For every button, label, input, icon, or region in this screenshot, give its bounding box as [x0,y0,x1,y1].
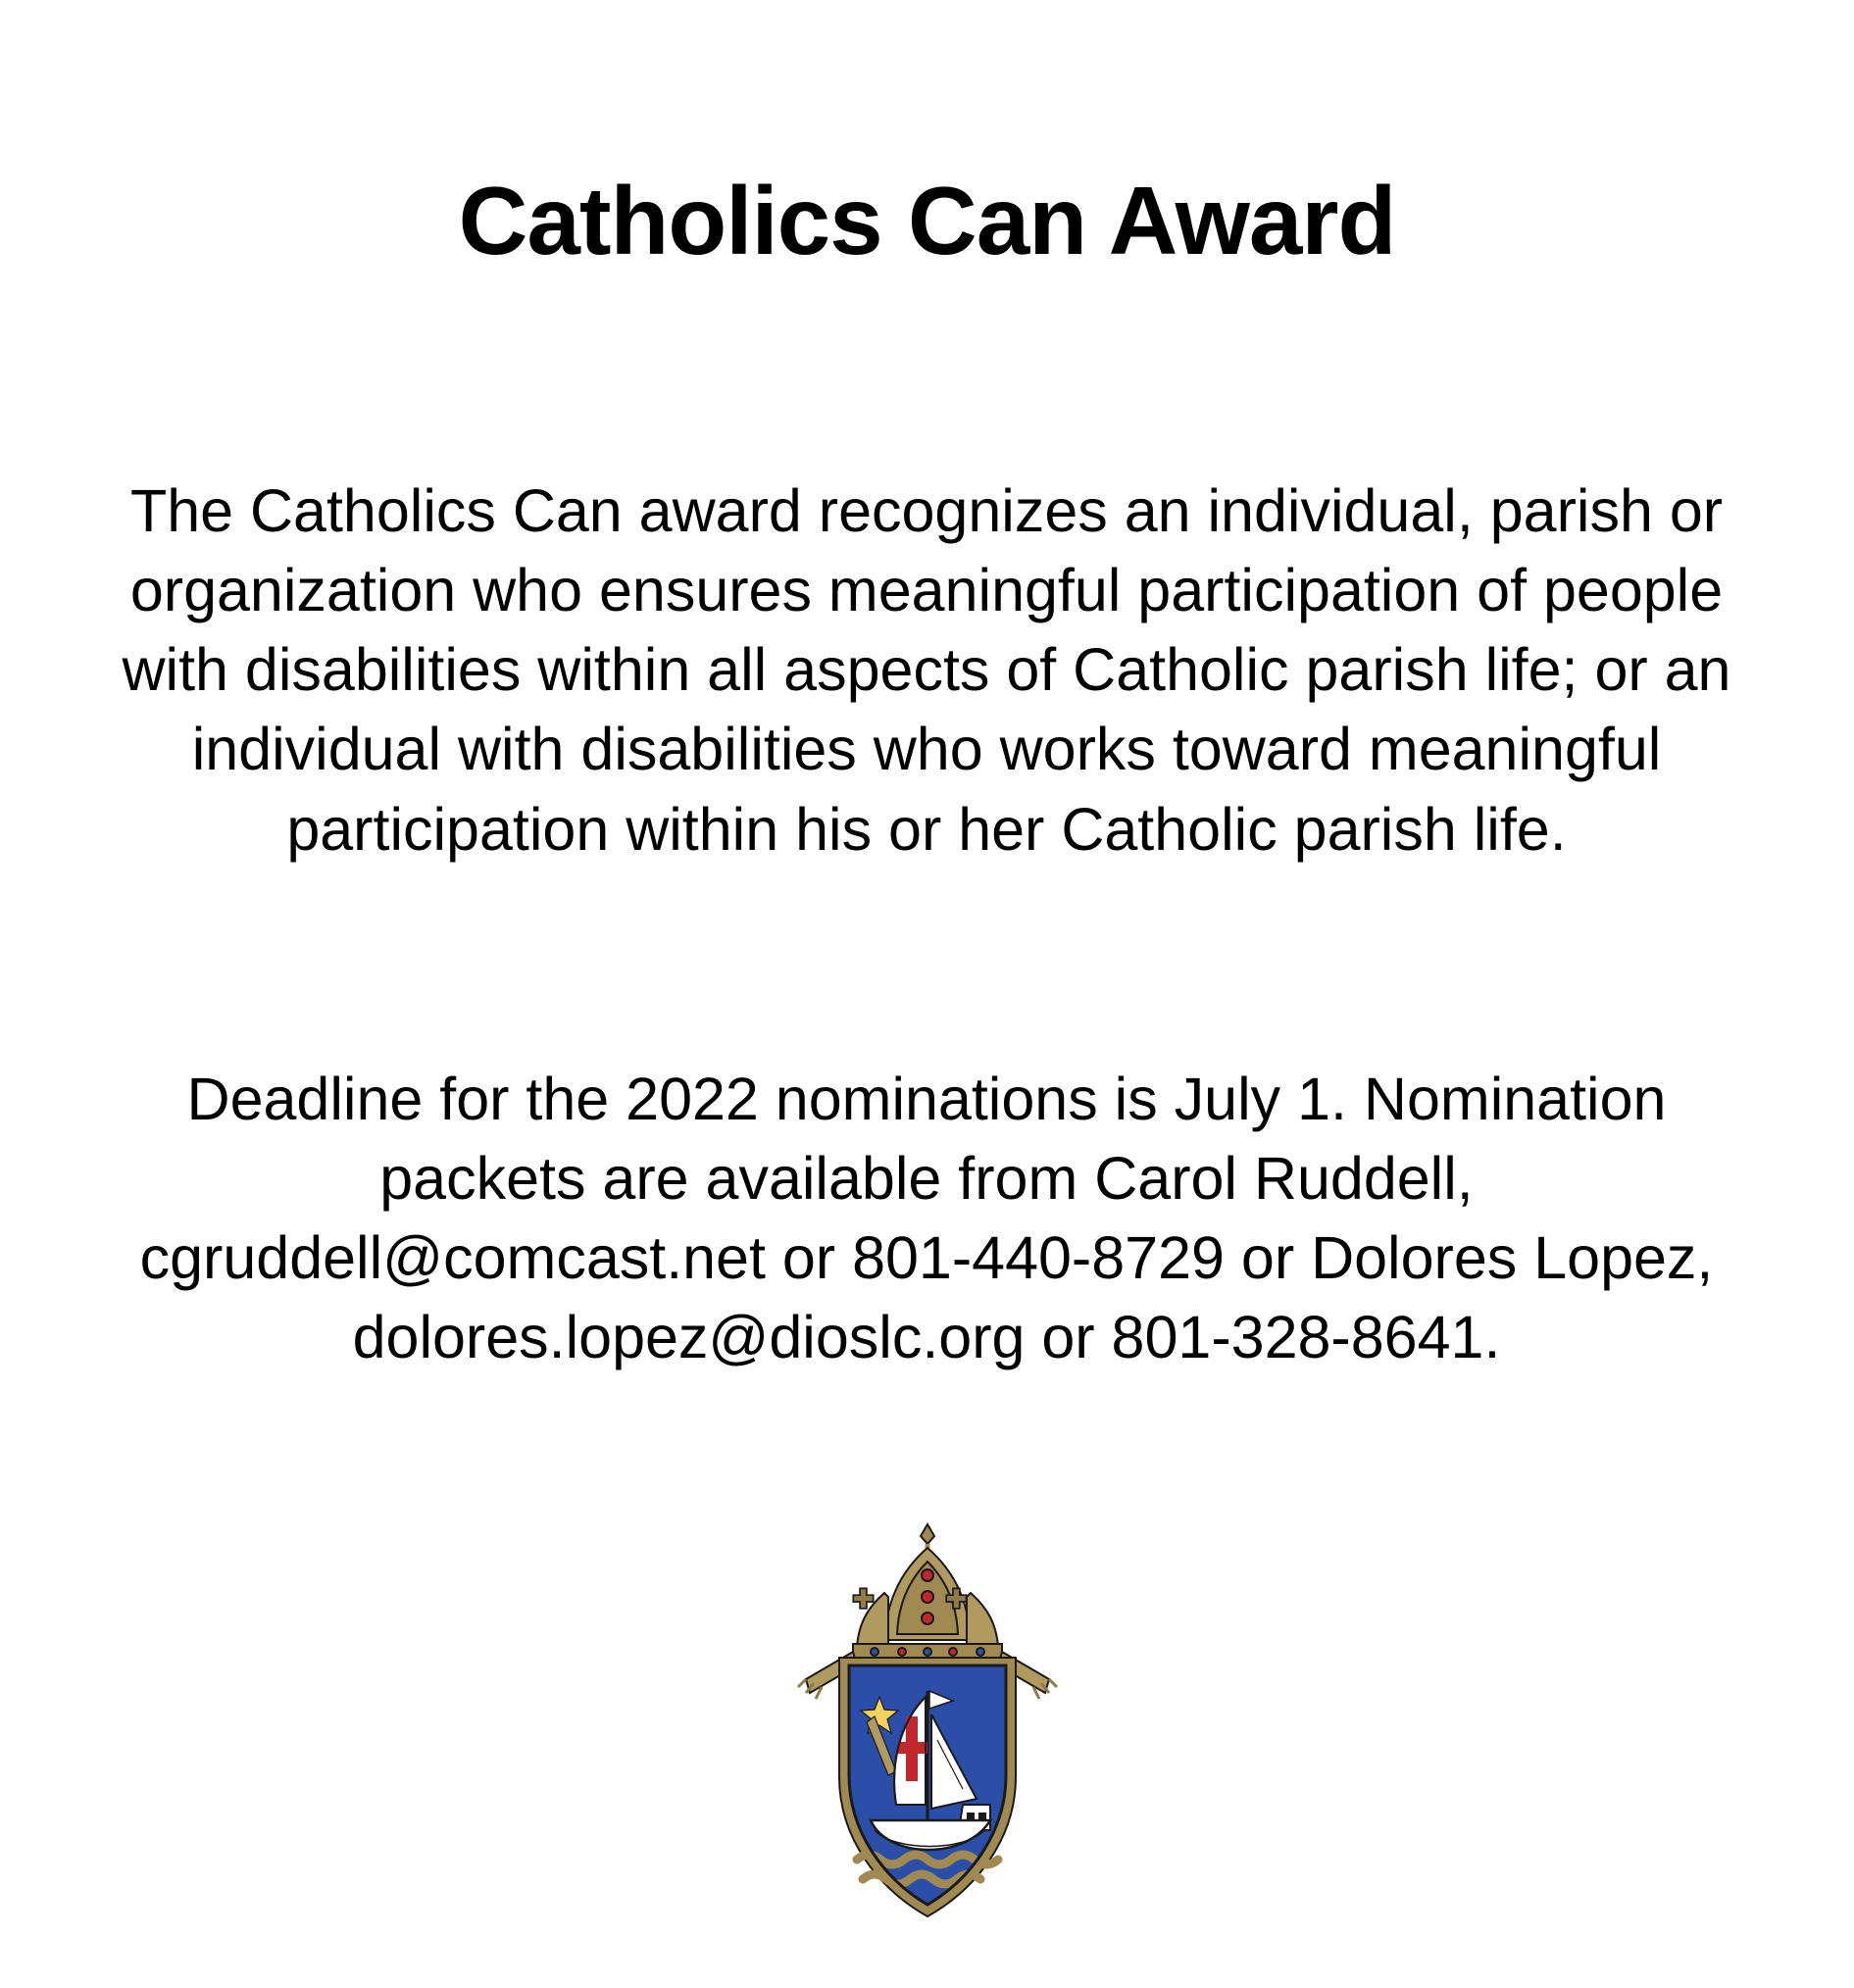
award-description-paragraph: The Catholics Can award recognizes an individual, parish or organization who ensures meaningful participation of people with disabilities within all aspects of Catholic parish life; or an individual with disabilities who works toward meaningful participation within his or her Catholic parish life. [122,477,1731,863]
crest-container [0,1515,1854,1946]
diocesan-coat-of-arms-icon [780,1515,1075,1946]
page-title: Catholics Can Award [458,166,1396,274]
nomination-deadline-paragraph: Deadline for the 2022 nominations is July 1. Nomination packets are available from Carol Ruddell, cgruddell@comcast.net or 801-440-8729 or Dolores Lopez, dolores.lopez@dioslc.org or 801-328-8641. [139,1066,1714,1371]
